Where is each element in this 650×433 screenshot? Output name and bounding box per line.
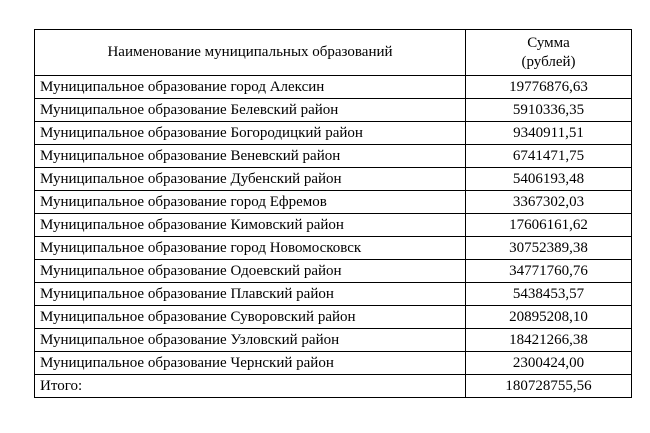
municipality-sum: 3367302,03: [466, 191, 632, 214]
municipality-sum: 18421266,38: [466, 329, 632, 352]
municipality-name: Муниципальное образование Дубенский район: [35, 168, 466, 191]
municipality-sum: 30752389,38: [466, 237, 632, 260]
header-municipality-name: Наименование муниципальных образований: [35, 30, 466, 76]
municipality-name: Муниципальное образование Плавский район: [35, 283, 466, 306]
table-row: [35, 237, 632, 260]
municipality-name: Муниципальное образование Кимовский район: [35, 214, 466, 237]
municipality-sum: 9340911,51: [466, 122, 632, 145]
total-label: Итого:: [35, 375, 466, 398]
municipality-name: Муниципальное образование Одоевский район: [35, 260, 466, 283]
table-row: [35, 99, 632, 122]
header-sum-unit: (рублей): [521, 53, 576, 70]
municipality-name: Муниципальное образование город Ефремов: [35, 191, 466, 214]
table-row: [35, 122, 632, 145]
table-row: [35, 329, 632, 352]
municipality-name: Муниципальное образование Богородицкий район: [35, 122, 466, 145]
table-row: [35, 283, 632, 306]
header-sum: [466, 30, 632, 76]
municipality-sum: 2300424,00: [466, 352, 632, 375]
municipality-sum: 6741471,75: [466, 145, 632, 168]
table-row: [35, 168, 632, 191]
header-sum-label: Сумма: [527, 34, 570, 51]
municipality-sum: 17606161,62: [466, 214, 632, 237]
municipality-sum: 5406193,48: [466, 168, 632, 191]
table-header-row: [35, 30, 632, 76]
table-row: [35, 76, 632, 99]
municipality-sum: 19776876,63: [466, 76, 632, 99]
municipality-sum: 20895208,10: [466, 306, 632, 329]
municipality-sum: 34771760,76: [466, 260, 632, 283]
municipality-sum: 5438453,57: [466, 283, 632, 306]
total-sum: 180728755,56: [466, 375, 632, 398]
municipality-name: Муниципальное образование Чернский район: [35, 352, 466, 375]
table-row: [35, 191, 632, 214]
municipality-name: Муниципальное образование Веневский район: [35, 145, 466, 168]
table-row: [35, 352, 632, 375]
municipal-sums-table: [34, 29, 632, 398]
municipality-name: Муниципальное образование Белевский район: [35, 99, 466, 122]
municipality-name: Муниципальное образование город Алексин: [35, 76, 466, 99]
municipality-name: Муниципальное образование Узловский район: [35, 329, 466, 352]
table-row: [35, 306, 632, 329]
table-row: [35, 145, 632, 168]
municipality-name: Муниципальное образование Суворовский район: [35, 306, 466, 329]
table-row: [35, 214, 632, 237]
municipality-name: Муниципальное образование город Новомосковск: [35, 237, 466, 260]
total-row: [35, 375, 632, 398]
municipality-sum: 5910336,35: [466, 99, 632, 122]
table-row: [35, 260, 632, 283]
